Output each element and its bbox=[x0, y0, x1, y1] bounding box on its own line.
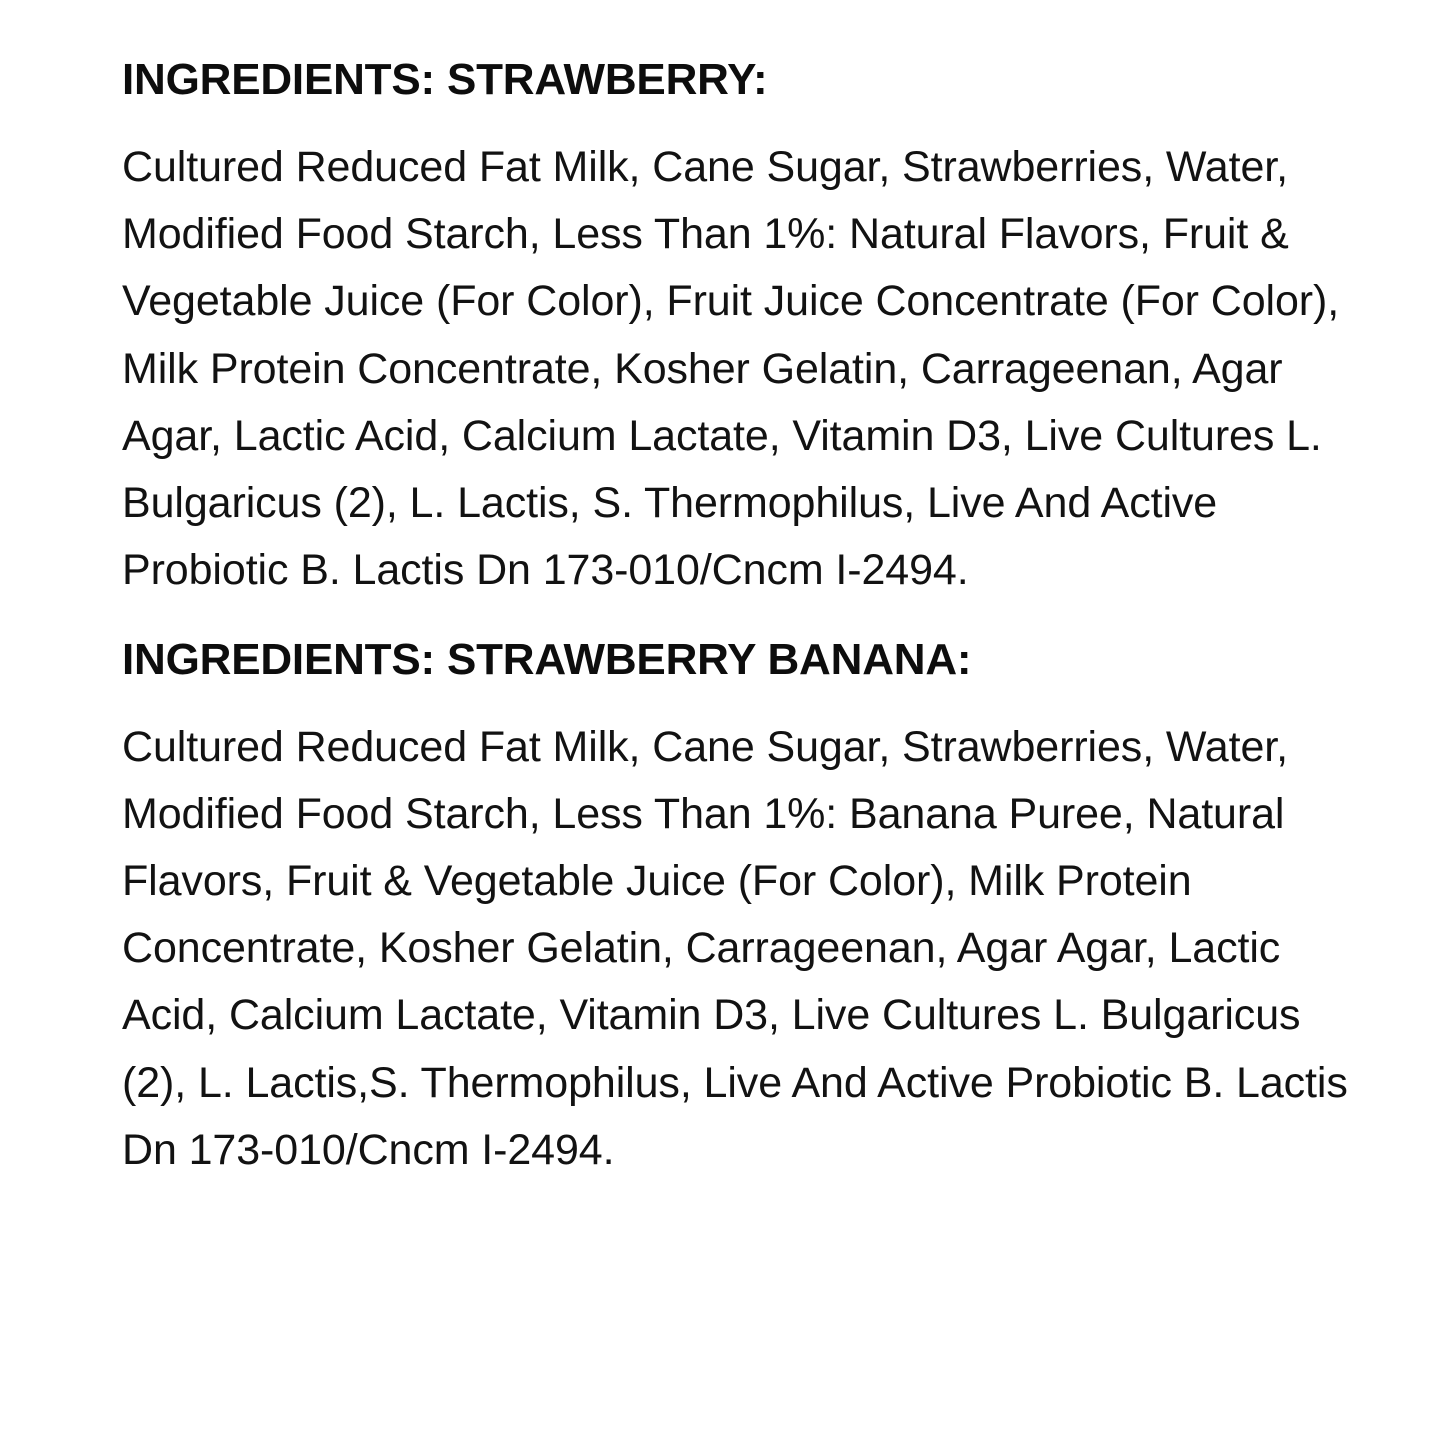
section-heading-strawberry-banana: INGREDIENTS: STRAWBERRY BANANA: bbox=[122, 634, 972, 684]
section-body-strawberry-banana: Cultured Reduced Fat Milk, Cane Sugar, Strawberries, Water, Modified Food Starch, Less Than 1%: Banana Puree, Natural Flavors, Fruit & Vegetable Juice (For Color), Milk Protein Concentrate, Kosher Gelatin, Carrageenan, Agar Agar, Lactic Acid, Calcium Lactate, Vitamin D3, Live Cultures L. Bulgaricus (2), L. Lactis,S. Thermophilus, Live And Active Probiotic B. Lactis Dn 173-010/Cncm I-2494. bbox=[122, 723, 1348, 1174]
ingredients-section-strawberry bbox=[122, 52, 1365, 604]
section-heading-strawberry: INGREDIENTS: STRAWBERRY: bbox=[122, 55, 768, 104]
ingredients-section-strawberry-banana bbox=[122, 632, 1365, 1184]
section-spacer bbox=[122, 614, 1365, 632]
section-body-strawberry: Cultured Reduced Fat Milk, Cane Sugar, Strawberries, Water, Modified Food Starch, Less Than 1%: Natural Flavors, Fruit & Vegetable Juice (For Color), Fruit Juice Concentrate (For Color), Milk Protein Concentrate, Kosher Gelatin, Carrageenan, Agar Agar, Lactic Acid, Calcium Lactate, Vitamin D3, Live Cultures L. Bulgaricus (2), L. Lactis, S. Thermophilus, Live And Active Probiotic B. Lactis Dn 173-010/Cncm I-2494. bbox=[122, 143, 1340, 594]
